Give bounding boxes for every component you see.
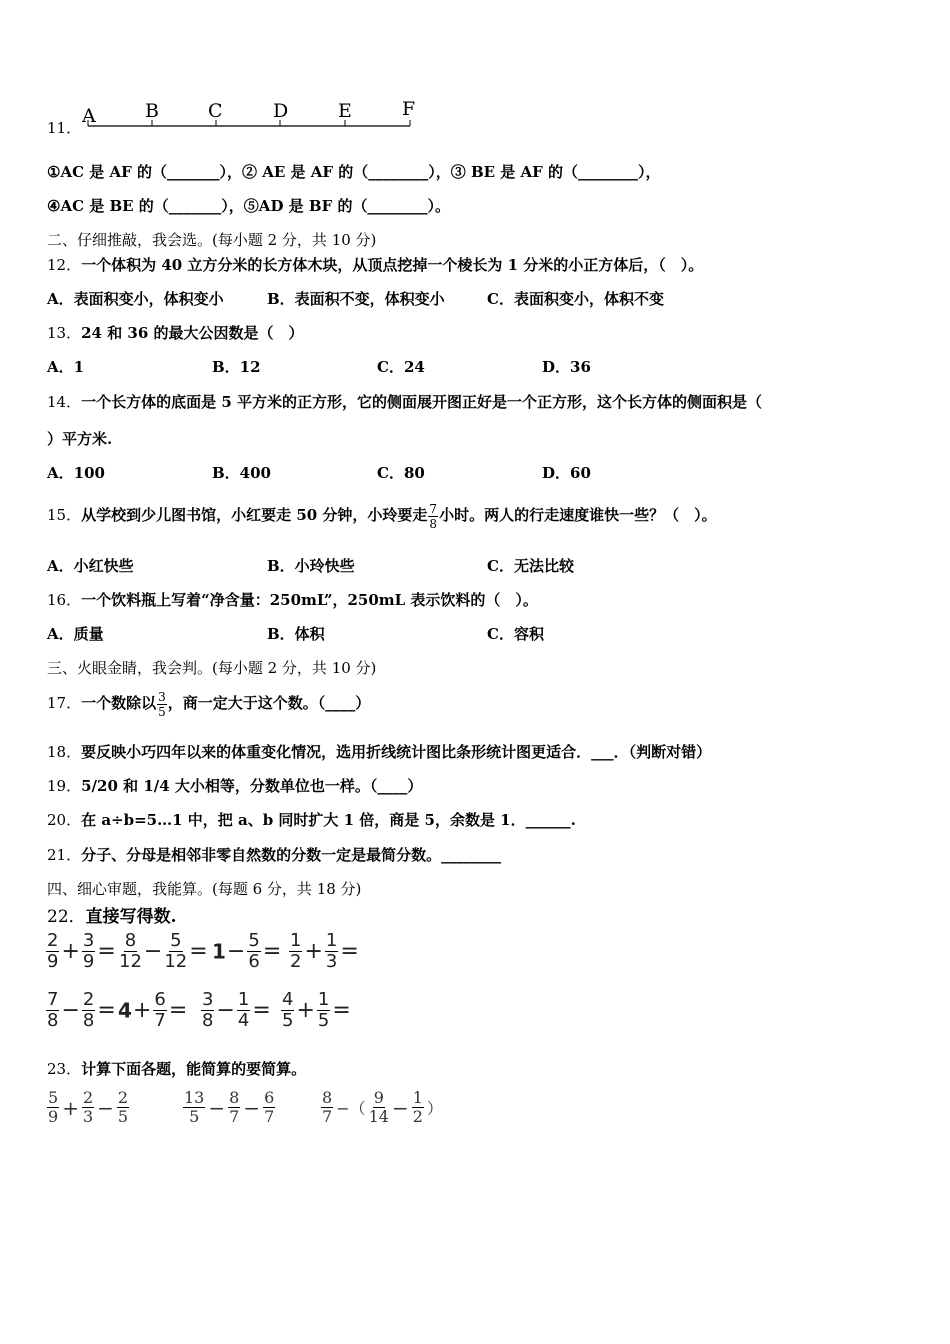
q23-text: 计算下面各题，能简算的要简算。 xyxy=(81,1060,307,1078)
q22-8-b-num: 1 xyxy=(317,989,330,1010)
section4-heading: 四、细心审题，我能算。(每题 6 分，共 18 分) xyxy=(47,880,362,898)
q18-number: 18． xyxy=(47,743,82,761)
q22-7-a-den: 8 xyxy=(202,1010,214,1031)
q22-3-b-num: 5 xyxy=(248,930,260,951)
q14-option-d: D．60 xyxy=(542,464,591,482)
q22-7-a-num: 3 xyxy=(202,989,214,1010)
q17-frac-numerator: 3 xyxy=(158,689,166,704)
label-b: B xyxy=(145,100,159,122)
q15-option-c: C．无法比较 xyxy=(487,557,574,575)
q12-option-c: C．表面积变小，体积不变 xyxy=(487,290,664,308)
q23-expression-1 xyxy=(46,1090,130,1125)
q19-stem xyxy=(47,775,422,796)
q23-3-close: ） xyxy=(426,1099,443,1118)
q22-8-a-num: 4 xyxy=(282,989,294,1010)
q14-option-c: C．80 xyxy=(377,464,425,482)
q23-3-f3-den: 2 xyxy=(412,1107,423,1126)
q23-3-op1: −（ xyxy=(336,1099,366,1118)
q21-stem xyxy=(47,844,501,865)
q22-2-b-num: 5 xyxy=(170,930,182,951)
q14-stem-cont: ）平方米. xyxy=(47,430,113,448)
q20-stem xyxy=(47,809,576,830)
q22-3-op: − xyxy=(226,939,246,964)
q22-6-b-num: 6 xyxy=(154,989,166,1010)
q17-fraction xyxy=(157,691,167,718)
label-a: A xyxy=(82,105,96,127)
q19-number: 19． xyxy=(47,777,82,795)
q23-3-op2: − xyxy=(391,1095,409,1120)
q18-stem xyxy=(47,741,711,762)
q22-4-b-num: 1 xyxy=(325,930,338,951)
q13-option-c: C．24 xyxy=(377,358,425,376)
q23-3-f2-num: 9 xyxy=(373,1088,384,1107)
q23-2-f3-den: 7 xyxy=(264,1107,275,1126)
q22-1-eq: = xyxy=(97,939,116,964)
q11-line1: ①AC 是 AF 的（_______），② AE 是 AF 的（________），③ BE 是 AF 的（________）， xyxy=(47,163,661,181)
q22-1-op: + xyxy=(61,939,80,964)
q17-text-b: ，商一定大于这个数。（____） xyxy=(167,694,371,712)
q22-7-eq: = xyxy=(252,998,271,1023)
q23-3-f1-num: 8 xyxy=(322,1088,333,1107)
q12-option-b: B．表面积不变，体积变小 xyxy=(267,290,445,308)
q15-frac-denominator: 8 xyxy=(429,516,438,531)
label-e: E xyxy=(338,100,352,122)
q22-2-a-den: 12 xyxy=(119,951,142,972)
q22-1-a-num: 2 xyxy=(47,930,59,951)
q23-2-op2: − xyxy=(243,1095,261,1120)
q15-option-a: A．小红快些 xyxy=(47,557,134,575)
q23-1-f2-den: 3 xyxy=(82,1107,94,1126)
q23-stem xyxy=(47,1058,306,1079)
q16-option-a: A．质量 xyxy=(47,625,104,643)
q22-1-a-den: 9 xyxy=(47,951,59,972)
q22-6-b-den: 7 xyxy=(154,1010,166,1031)
q22-number: 22． xyxy=(47,907,86,927)
q22-title: 直接写得数. xyxy=(85,907,177,927)
q16-option-c: C．容积 xyxy=(487,625,544,643)
q11-segment-diagram xyxy=(78,98,423,136)
q16-text: 一个饮料瓶上写着“净含量：250mL”，250mL 表示饮料的（ ）。 xyxy=(81,591,538,609)
q22-5-b-num: 2 xyxy=(82,989,95,1010)
q22-1-b-den: 9 xyxy=(82,951,95,972)
q23-1-f3-den: 5 xyxy=(117,1107,129,1126)
q23-3-f2-den: 14 xyxy=(368,1107,389,1126)
q11-line2: ④AC 是 BE 的（_______），⑤AD 是 BF 的（________）。 xyxy=(47,197,450,215)
q22-8-b-den: 5 xyxy=(317,1010,330,1031)
q22-4-op: + xyxy=(304,939,323,964)
q23-1-op1: + xyxy=(62,1095,79,1120)
q22-6-eq: = xyxy=(168,998,188,1023)
q23-2-f1-den: 5 xyxy=(189,1107,200,1126)
section3-heading: 三、火眼金睛，我会判。(每小题 2 分，共 10 分) xyxy=(47,659,377,677)
q13-option-a: A．1 xyxy=(47,358,85,376)
q14-option-b: B．400 xyxy=(212,464,271,482)
q22-3-b-den: 6 xyxy=(248,951,260,972)
q12-stem xyxy=(47,254,703,275)
q14-option-a: A．100 xyxy=(47,464,105,482)
q12-option-a: A．表面积变小，体积变小 xyxy=(47,290,224,308)
label-d: D xyxy=(273,100,289,122)
q22-2-eq: = xyxy=(189,939,208,964)
q23-2-f2-num: 8 xyxy=(229,1088,240,1107)
q23-2-f3-num: 6 xyxy=(264,1088,275,1107)
q12-number: 12． xyxy=(47,256,82,274)
q15-text-a: 从学校到少儿图书馆，小红要走 50 分钟，小玲要走 xyxy=(81,506,428,524)
q22-stem xyxy=(47,902,177,927)
q23-1-f1-den: 9 xyxy=(48,1107,59,1126)
q22-item-5 xyxy=(45,991,117,1030)
q16-stem xyxy=(47,589,538,610)
q22-3-eq: = xyxy=(262,939,282,964)
q22-4-a-den: 2 xyxy=(290,951,302,972)
q16-option-b: B．体积 xyxy=(267,625,325,643)
q22-8-a-den: 5 xyxy=(282,1010,294,1031)
q13-text: 24 和 36 的最大公因数是（ ） xyxy=(81,324,304,342)
q22-item-1 xyxy=(45,932,117,971)
q23-1-f2-num: 2 xyxy=(82,1088,94,1107)
q20-number: 20． xyxy=(47,811,82,829)
q13-number: 13． xyxy=(47,324,82,342)
q22-5-b-den: 8 xyxy=(82,1010,95,1031)
q22-item-2 xyxy=(118,932,209,971)
q20-text: 在 a÷b=5…1 中，把 a、b 同时扩大 1 倍，商是 5，余数是 1．______. xyxy=(81,811,576,829)
q22-8-op: + xyxy=(296,998,315,1023)
q22-7-b-den: 4 xyxy=(237,1010,250,1031)
q13-option-d: D．36 xyxy=(542,358,591,376)
q17-stem xyxy=(47,678,370,728)
q22-6-int: 4 xyxy=(118,998,132,1023)
q23-number: 23． xyxy=(47,1060,82,1078)
q22-item-4 xyxy=(288,932,360,971)
q14-number: 14． xyxy=(47,393,82,411)
section2-heading: 二、仔细推敲，我会选。(每小题 2 分，共 10 分) xyxy=(47,231,377,249)
q17-number: 17． xyxy=(47,694,82,712)
q22-item-3 xyxy=(212,932,282,971)
q15-stem xyxy=(47,490,717,540)
q23-3-f1-den: 7 xyxy=(322,1107,333,1126)
label-c: C xyxy=(208,100,223,122)
q22-7-op: − xyxy=(216,998,235,1023)
q22-4-eq: = xyxy=(340,939,359,964)
q14-text: 一个长方体的底面是 5 平方米的正方形，它的侧面展开图正好是一个正方形，这个长方体的侧面积是（ xyxy=(81,393,762,411)
q22-8-eq: = xyxy=(332,998,351,1023)
q22-7-b-num: 1 xyxy=(237,989,250,1010)
q23-2-f2-den: 7 xyxy=(229,1107,240,1126)
q15-option-b: B．小玲快些 xyxy=(267,557,355,575)
q17-frac-denominator: 5 xyxy=(158,704,166,719)
q22-item-7 xyxy=(200,991,272,1030)
q22-3-int: 1 xyxy=(212,939,226,964)
q18-text: 要反映小巧四年以来的体重变化情况，选用折线统计图比条形统计图更适合．___．（判断对错） xyxy=(81,743,712,761)
q23-1-f1-num: 5 xyxy=(48,1088,59,1107)
q23-3-f3-num: 1 xyxy=(412,1088,423,1107)
q23-1-f3-num: 2 xyxy=(117,1088,129,1107)
q22-2-op: − xyxy=(143,939,163,964)
q14-stem xyxy=(47,391,762,412)
q23-1-op2: − xyxy=(97,1095,114,1120)
q21-number: 21． xyxy=(47,846,82,864)
q22-4-b-den: 3 xyxy=(325,951,338,972)
q13-stem xyxy=(47,322,304,343)
q22-6-op: + xyxy=(132,998,152,1023)
q22-2-a-num: 8 xyxy=(124,930,137,951)
q15-frac-numerator: 7 xyxy=(429,501,438,516)
q22-4-a-num: 1 xyxy=(290,930,302,951)
q22-2-b-den: 12 xyxy=(164,951,188,972)
q23-2-f1-num: 13 xyxy=(184,1088,205,1107)
q23-expression-3 xyxy=(320,1090,445,1125)
q22-5-eq: = xyxy=(97,998,116,1023)
q15-number: 15． xyxy=(47,506,82,524)
q17-text-a: 一个数除以 xyxy=(81,694,157,712)
q22-item-6 xyxy=(118,991,188,1030)
q15-text-b: 小时。两人的行走速度谁快一些？（ ）。 xyxy=(439,506,717,524)
q22-1-b-num: 3 xyxy=(82,930,95,951)
q22-item-8 xyxy=(280,991,352,1030)
q23-2-op1: − xyxy=(208,1095,226,1120)
q22-5-a-den: 8 xyxy=(47,1010,59,1031)
q19-text: 5/20 和 1/4 大小相等，分数单位也一样。（____） xyxy=(81,777,423,795)
q13-option-b: B．12 xyxy=(212,358,261,376)
q12-text: 一个体积为 40 立方分米的长方体木块，从顶点挖掉一个棱长为 1 分米的小正方体后，（ ）。 xyxy=(81,256,704,274)
q22-5-a-num: 7 xyxy=(47,989,59,1010)
label-f: F xyxy=(402,98,416,120)
q21-text: 分子、分母是相邻非零自然数的分数一定是最简分数。________ xyxy=(81,846,502,864)
q22-5-op: − xyxy=(61,998,80,1023)
q11-number: 11． xyxy=(47,119,82,137)
q16-number: 16． xyxy=(47,591,82,609)
q23-expression-2 xyxy=(182,1090,276,1125)
q15-fraction xyxy=(428,503,438,530)
